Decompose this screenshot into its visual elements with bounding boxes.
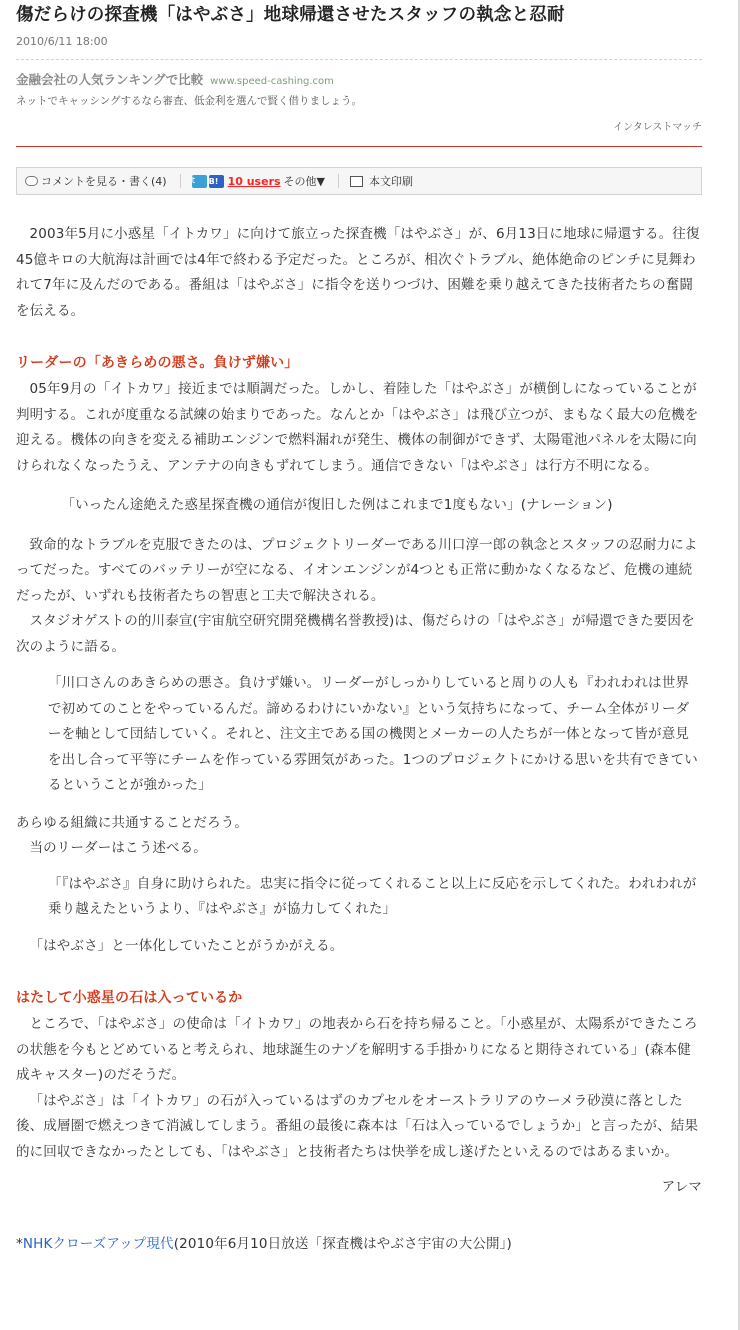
- program-link[interactable]: NHKクローズアップ現代: [22, 1235, 174, 1252]
- comment-bubble-icon: [25, 176, 38, 186]
- toolbar-separator: [180, 174, 181, 188]
- article-toolbar: [16, 167, 702, 195]
- sponsored-ad: [16, 59, 702, 134]
- comment-label: コメントを見る・書く(4): [41, 175, 167, 188]
- ad-url[interactable]: www.speed-cashing.com: [210, 76, 334, 87]
- body-paragraph: あらゆる組織に共通することだろう。: [16, 814, 249, 831]
- share-other-dropdown[interactable]: その他▼: [283, 175, 326, 188]
- block-quote: 「『はやぶさ』自身に助けられた。忠実に指令に従ってくれること以上に反応を示してくれた。われわれが乗り越えたというより、『はやぶさ』が協力してくれた」: [48, 875, 697, 917]
- printer-icon: [350, 176, 363, 187]
- ad-sponsor-label[interactable]: インタレストマッチ: [613, 122, 702, 133]
- twitter-icon[interactable]: t: [192, 175, 207, 188]
- bookmark-users-link[interactable]: 10 users: [227, 174, 281, 188]
- toolbar-separator: [338, 174, 339, 188]
- source-details: (2010年6月10日放送「探査機はやぶさ宇宙の大公開」): [173, 1235, 512, 1252]
- body-paragraph: 05年9月の「イトカワ」接近までは順調だった。しかし、着陸した「はやぶさ」が横倒しになっていることが判明する。これが度重なる試練の始まりであった。なんとか「はやぶさ」は飛び立つが、まもなく最大の危機を迎える。機体の向きを変える補助エンジンで燃料漏れが発生、機体の制御ができず、太陽電池パネルを太陽に向けられなくなったうえ、アンテナの向きもずれてしまう。通信できない「はやぶさ」は行方不明になる。: [16, 381, 699, 474]
- body-paragraph: 「はやぶさ」は「イトカワ」の石が入っているはずのカプセルをオーストラリアのウーメラ砂漠に落とした後、成層圏で燃えつきて消滅してしまう。番組の最後に森本は「石は入っているでしょうか」と言ったが、結果的に回収できなかったとしても、「はやぶさ」と技術者たちは快挙を成し遂げたといえるのではあるまいか。: [16, 1092, 699, 1160]
- body-paragraph: ところで、「はやぶさ」の使命は「イトカワ」の地表から石を持ち帰ること。「小惑星が、太陽系ができたころの状態を今もとどめていると考えられ、地球誕生のナゾを解明する手掛かりになると期待されている」(森本健成キャスター)のだそうだ。: [16, 1016, 698, 1083]
- source-mark: *: [16, 1235, 23, 1252]
- body-paragraph: スタジオゲストの的川泰宣(宇宙航空研究開発機構名誉教授)は、傷だらけの「はやぶさ」が帰還できた要因を次のように語る。: [16, 613, 695, 655]
- section-divider: [16, 146, 702, 147]
- ad-headline: [16, 72, 702, 90]
- source-note: [16, 1232, 702, 1258]
- author-signature: アレマ: [661, 1179, 702, 1195]
- print-label: 本文印刷: [369, 175, 414, 188]
- body-paragraph: 致命的なトラブルを克服できたのは、プロジェクトリーダーである川口淳一郎の執念とスタッフの忍耐力によってだった。すべてのバッテリーが空になる、イオンエンジンが4つとも正常に動かなくなるなど、危機の連続だったが、いずれも技術者たちの智恵と工夫で解決される。: [16, 536, 698, 604]
- section-heading: リーダーの「あきらめの悪さ。負けず嫌い」: [16, 355, 299, 371]
- body-paragraph: 「はやぶさ」と一体化していたことがうかがえる。: [29, 937, 344, 954]
- article-content: [16, 0, 702, 1257]
- ad-title-link[interactable]: 金融会社の人気ランキングで比較: [16, 72, 204, 87]
- article-title: 傷だらけの探査機「はやぶさ」地球帰還させたスタッフの執念と忍耐: [16, 5, 565, 25]
- body-paragraph: 当のリーダーはこう述べる。: [29, 840, 207, 856]
- article-body: [16, 222, 702, 1257]
- article-date: 2010/6/11 18:00: [16, 35, 108, 48]
- section-heading: はたして小惑星の石は入っているか: [16, 990, 243, 1006]
- ad-description: ネットでキャッシングするなら審査、低金利を選んで賢く借りましょう。: [16, 95, 363, 107]
- block-quote: 「川口さんのあきらめの悪さ。負けず嫌い。リーダーがしっかりしていると周りの人も『われわれは世界で初めてのことをやっているんだ。諦めるわけにいかない』という気持ちになって、チーム全体がリーダーを軸として団結していく。それと、注文主である国の機関とメーカーの人たちが一体となって皆が意見を出し合って平等にチームを作っている雰囲気があった。1つのプロジェクトにかける思いを共有できているということが強かった」: [48, 675, 698, 793]
- narration-quote: 「いったん途絶えた惑星探査機の通信が復旧した例はこれまで1度もない」(ナレーション): [61, 497, 613, 513]
- comment-button[interactable]: [25, 173, 167, 189]
- intro-paragraph: 2003年5月に小惑星「イトカワ」に向けて旅立った探査機「はやぶさ」が、6月13日に地球に帰還する。往復45億キロの大航海は計画では4年で終わる予定だった。ところが、相次ぐトラブル、絶体絶命のピンチに見舞われて7年に及んだのである。番組は「はやぶさ」に指令を送りつづけ、困難を乗り越えてきた技術者たちの奮闘を伝える。: [16, 226, 700, 319]
- print-button[interactable]: [350, 173, 413, 189]
- hatena-bookmark-icon[interactable]: B!: [209, 175, 224, 188]
